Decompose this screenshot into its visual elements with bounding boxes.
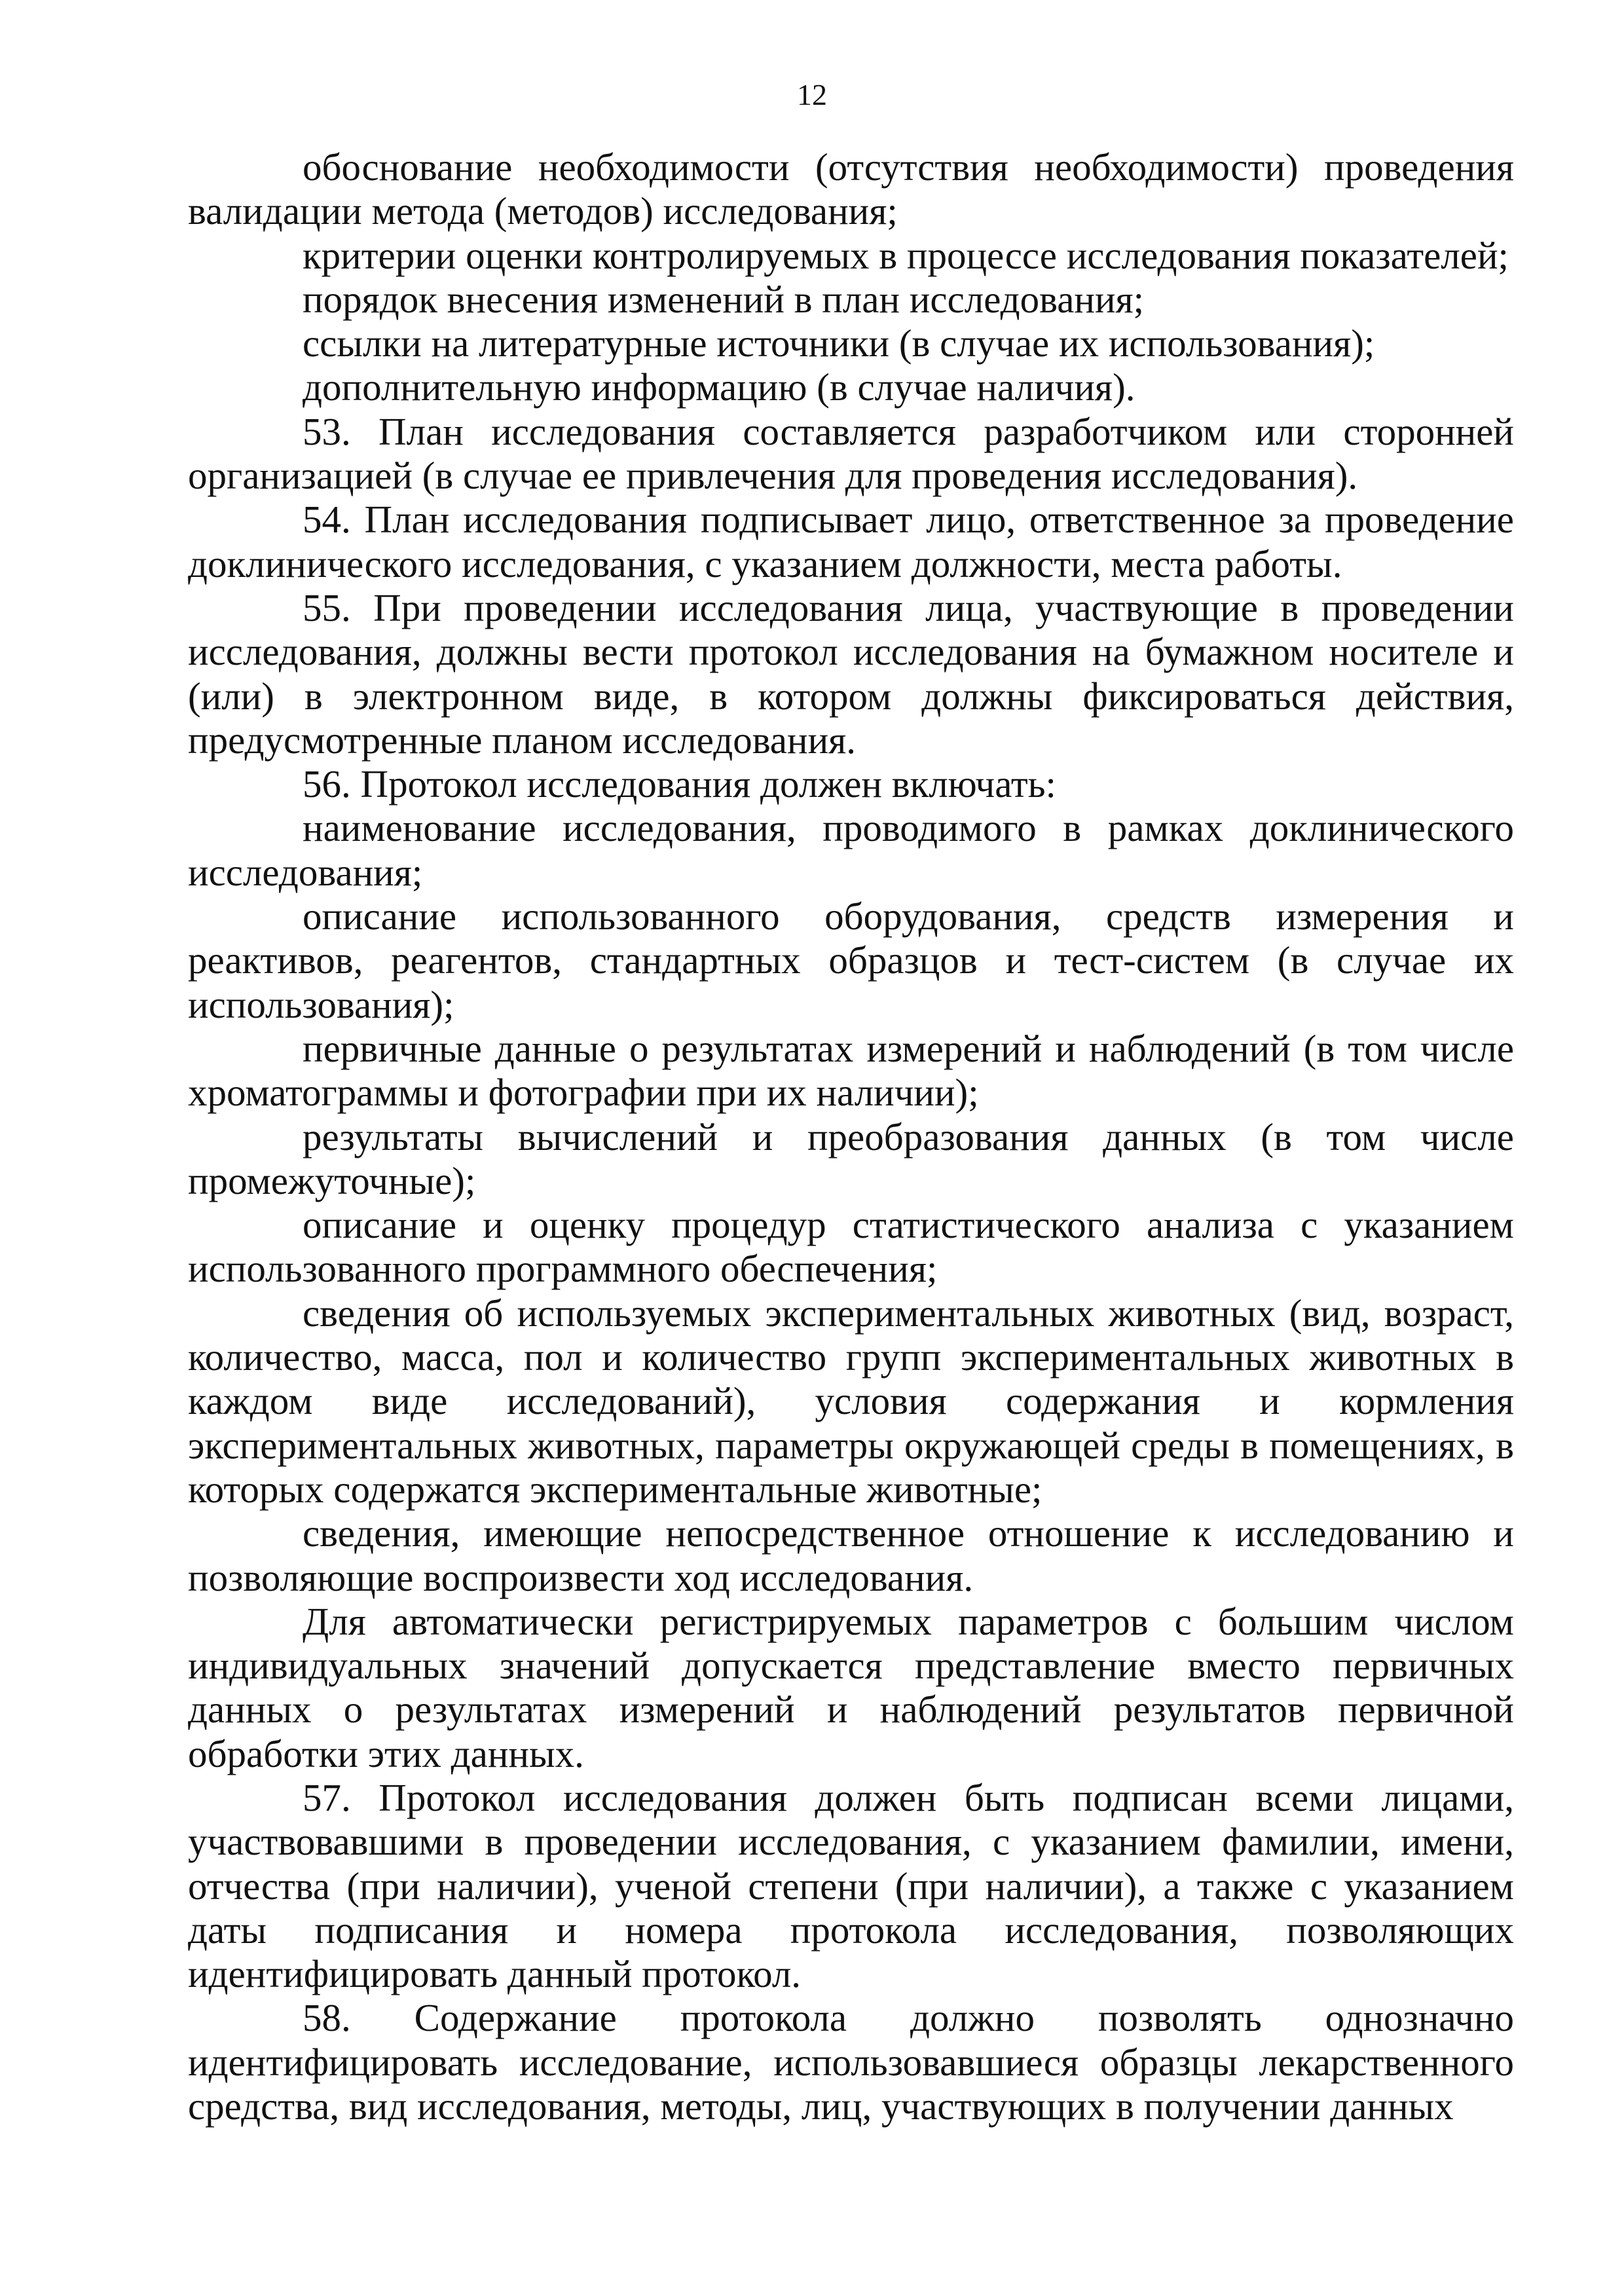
paragraph: сведения, имеющие непосредственное отношение к исследованию и позволяющие воспроизвести ход исследования. xyxy=(188,1511,1514,1599)
paragraph: результаты вычислений и преобразования данных (в том числе промежуточные); xyxy=(188,1115,1514,1202)
document-body xyxy=(188,145,1514,2128)
paragraph: 57. Протокол исследования должен быть подписан всеми лицами, участвовавшими в проведении исследования, с указанием фамилии, имени, отчества (при наличии), ученой степени (при наличии), а также с указанием даты подписания и номера протокола исследования, позволяющих идентифицировать данный протокол. xyxy=(188,1775,1514,1996)
paragraph: сведения об используемых экспериментальных животных (вид, возраст, количество, масса, пол и количество групп экспериментальных животных в каждом виде исследований), условия содержания и кормления экспериментальных животных, параметры окружающей среды в помещениях, в которых содержатся экспериментальные животные; xyxy=(188,1291,1514,1511)
paragraph: дополнительную информацию (в случае наличия). xyxy=(303,365,1135,409)
paragraph: описание и оценку процедур статистического анализа с указанием использованного программного обеспечения; xyxy=(188,1203,1514,1291)
paragraph: наименование исследования, проводимого в рамках доклинического исследования; xyxy=(188,806,1514,894)
paragraph: 56. Протокол исследования должен включать: xyxy=(303,762,1056,806)
paragraph: первичные данные о результатах измерений и наблюдений (в том числе хроматограммы и фотографии при их наличии); xyxy=(188,1026,1514,1115)
paragraph: обоснование необходимости (отсутствия необходимости) проведения валидации метода (методов) исследования; xyxy=(188,145,1514,233)
paragraph: ссылки на литературные источники (в случае их использования); xyxy=(303,322,1375,365)
paragraph: описание использованного оборудования, средств измерения и реактивов, реагентов, стандартных образцов и тест-систем (в случае их использования); xyxy=(188,895,1514,1026)
paragraph: 53. План исследования составляется разработчиком или сторонней организацией (в случае ее привлечения для проведения исследования). xyxy=(188,409,1514,498)
paragraph: 55. При проведении исследования лица, участвующие в проведении исследования, должны вести протокол исследования на бумажном носителе и (или) в электронном виде, в котором должны фиксироваться действия, предусмотренные планом исследования. xyxy=(188,585,1514,762)
paragraph: критерии оценки контролируемых в процессе исследования показателей; xyxy=(303,233,1509,277)
paragraph: порядок внесения изменений в план исследования; xyxy=(303,277,1145,321)
paragraph: 54. План исследования подписывает лицо, ответственное за проведение доклинического исследования, с указанием должности, места работы. xyxy=(188,498,1514,585)
paragraph: 58. Содержание протокола должно позволять однозначно идентифицировать исследование, использовавшиеся образцы лекарственного средства, вид исследования, методы, лиц, участвующих в получении данных xyxy=(188,1996,1514,2128)
paragraph: Для автоматически регистрируемых параметров с большим числом индивидуальных значений допускается представление вместо первичных данных о результатах измерений и наблюдений результатов первичной обработки этих данных. xyxy=(188,1599,1514,1775)
page-number: 12 xyxy=(797,78,827,111)
